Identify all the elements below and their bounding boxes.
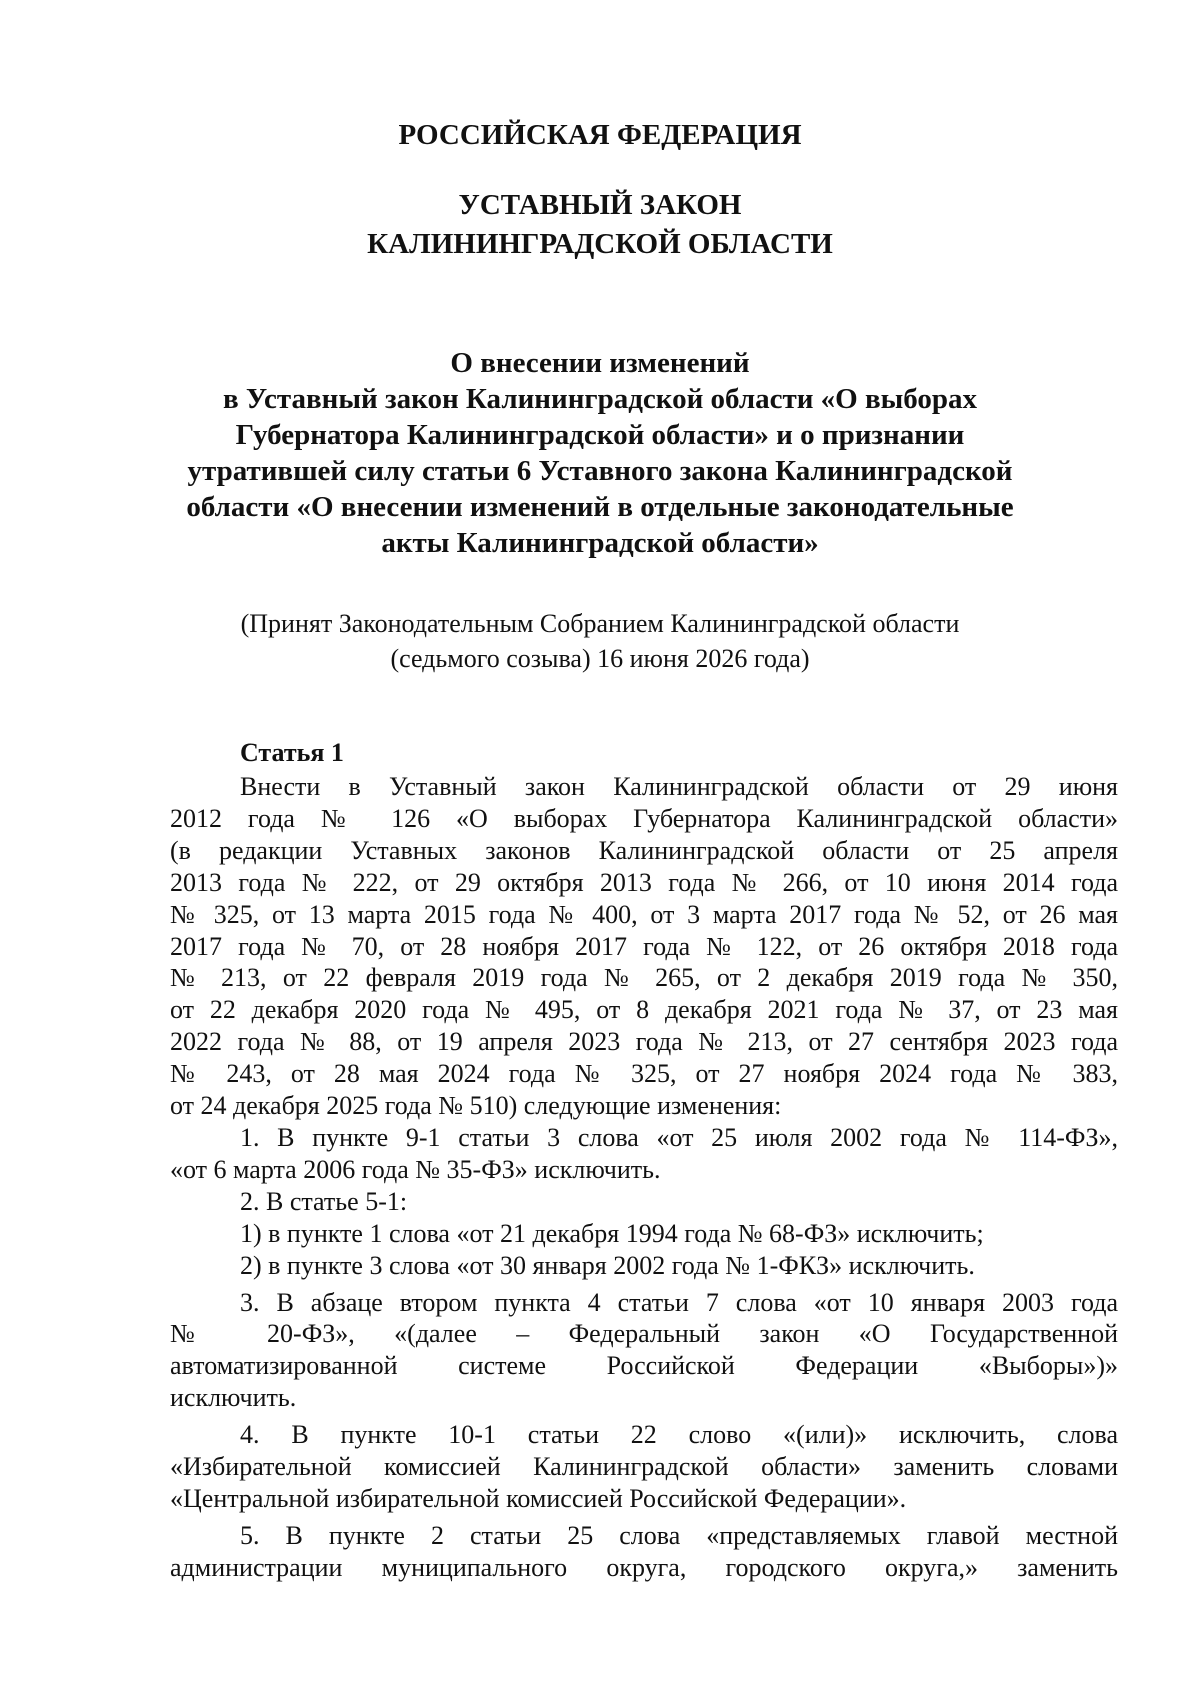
law-title — [150, 345, 1050, 561]
paragraph-line: № 243, от 28 мая 2024 года № 325, от 27 ноября 2024 года № 383, — [170, 1059, 1118, 1089]
article-paragraph — [170, 1250, 1118, 1282]
article-paragraph — [170, 1218, 1118, 1250]
paragraph-line: № 325, от 13 марта 2015 года № 400, от 3 марта 2017 года № 52, от 26 мая — [170, 899, 1118, 929]
paragraph-line: «Избирательной комиссией Калининградской области» заменить словами — [170, 1452, 1118, 1482]
paragraph-line: 3. В абзаце втором пункта 4 статьи 7 слова «от 10 января 2003 года — [240, 1287, 1118, 1317]
law-title-line: Губернатора Калининградской области» и о признании — [235, 419, 965, 451]
article-paragraph — [170, 1520, 1118, 1584]
article-paragraph — [170, 1186, 1118, 1218]
article-paragraph — [170, 1419, 1118, 1515]
region-heading: КАЛИНИНГРАДСКОЙ ОБЛАСТИ — [367, 228, 833, 260]
law-title-line: области «О внесении изменений в отдельные законодательные — [186, 491, 1014, 523]
paragraph-line: 2) в пункте 3 слова «от 30 января 2002 года № 1-ФКЗ» исключить. — [240, 1250, 975, 1280]
paragraph-line: (в редакции Уставных законов Калининградской области от 25 апреля — [170, 835, 1118, 865]
paragraph-line: администрации муниципального округа, городского округа,» заменить — [170, 1552, 1118, 1582]
paragraph-line: № 20-ФЗ», «(далее – Федеральный закон «О Государственной — [170, 1319, 1118, 1349]
paragraph-line: 2012 года № 126 «О выборах Губернатора Калининградской области» — [170, 803, 1118, 833]
article-1-body — [170, 771, 1118, 1584]
article-paragraph — [170, 1122, 1118, 1186]
paragraph-line: 5. В пункте 2 статьи 25 слова «представляемых главой местной — [240, 1520, 1118, 1550]
law-type-heading: УСТАВНЫЙ ЗАКОН — [458, 189, 742, 221]
adoption-note-line: (Принят Законодательным Собранием Калининградской области — [240, 609, 960, 638]
law-title-line: в Уставный закон Калининградской области «О выборах — [222, 383, 978, 415]
paragraph-line: 2. В статье 5-1: — [240, 1186, 408, 1216]
adoption-note-line: (седьмого созыва) 16 июня 2026 года) — [390, 644, 810, 673]
paragraph-line: 2022 года № 88, от 19 апреля 2023 года № 213, от 27 сентября 2023 года — [170, 1027, 1118, 1057]
paragraph-line: 2013 года № 222, от 29 октября 2013 года № 266, от 10 июня 2014 года — [170, 867, 1118, 897]
paragraph-line: 4. В пункте 10-1 статьи 22 слово «(или)» исключить, слова — [240, 1420, 1118, 1450]
paragraph-line: 1. В пункте 9-1 статьи 3 слова «от 25 июля 2002 года № 114-ФЗ», — [240, 1122, 1118, 1152]
law-title-line: О внесении изменений — [450, 347, 750, 379]
article-1-heading: Статья 1 — [240, 738, 344, 767]
paragraph-line: Внести в Уставный закон Калининградской области от 29 июня — [240, 772, 1118, 801]
paragraph-line: от 22 декабря 2020 года № 495, от 8 декабря 2021 года № 37, от 23 мая — [170, 995, 1118, 1025]
law-title-line: акты Калининградской области» — [381, 527, 819, 559]
country-heading: РОССИЙСКАЯ ФЕДЕРАЦИЯ — [398, 119, 802, 151]
paragraph-line: от 24 декабря 2025 года № 510) следующие изменения: — [170, 1091, 782, 1121]
paragraph-line: исключить. — [170, 1383, 297, 1413]
article-paragraph — [170, 771, 1118, 1122]
law-title-line: утратившей силу статьи 6 Уставного закона Калининградской — [187, 455, 1013, 487]
article-paragraph — [170, 1287, 1118, 1415]
adoption-note — [150, 606, 1050, 676]
paragraph-line: автоматизированной системе Российской Федерации «Выборы»)» — [170, 1351, 1118, 1381]
paragraph-line: 2017 года № 70, от 28 ноября 2017 года № 122, от 26 октября 2018 года — [170, 931, 1118, 961]
paragraph-line: «от 6 марта 2006 года № 35-ФЗ» исключить. — [170, 1154, 661, 1184]
paragraph-line: «Центральной избирательной комиссией Российской Федерации». — [170, 1483, 907, 1513]
paragraph-line: 1) в пункте 1 слова «от 21 декабря 1994 года № 68-ФЗ» исключить; — [240, 1218, 984, 1248]
paragraph-line: № 213, от 22 февраля 2019 года № 265, от 2 декабря 2019 года № 350, — [170, 963, 1118, 993]
